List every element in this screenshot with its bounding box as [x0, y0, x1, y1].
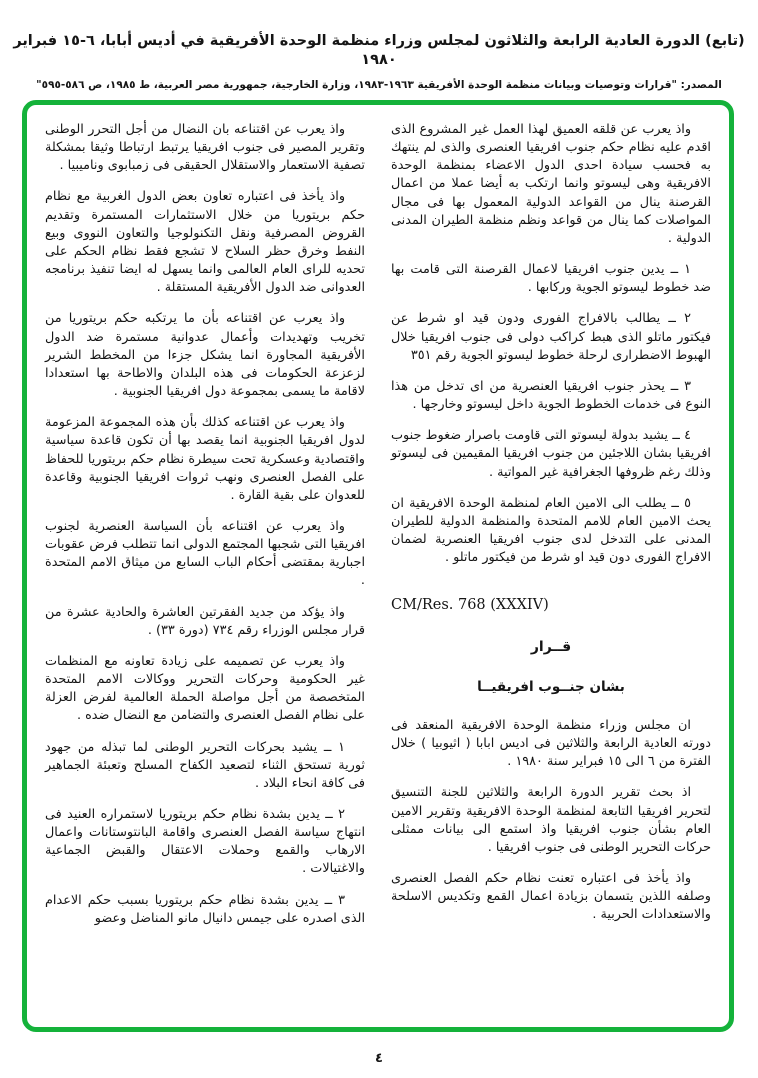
operative-item-4: ٤ ــ يشيد بدولة ليسوتو التى قاومت باصرار ضغوط جنوب افريقيا بشان اللاجئين من جنوب افريقيا المقيمين فى ليسوتو وذلك رغم ظروفها الجغرافية غير المواتية . — [391, 428, 711, 480]
operative-item-1-left: ١ ــ يشيد بحركات التحرير الوطنى لما تبذله من جهود ثورية تستحق الثناء لتصعيد الكفاح المسلح وتعبئة الجماهير فى كافة انحاء البلاد . — [45, 739, 365, 791]
operative-item-3: ٣ ــ يحذر جنوب افريقيا العنصرية من اى تدخل من هذا النوع فى خدمات الخطوط الجوية داخل ليسوتو وخارجها . — [391, 378, 711, 413]
paragraph-considering-regime: واذ يأخذ فى اعتباره تعنت نظام حكم الفصل العنصرى وصلفه اللذين يتسمان بزيادة اعمال القمع وتكديس الاسلحة والاستعدادات الحربية . — [391, 870, 711, 923]
operative-item-2: ٢ ــ يطالب بالافراج الفورى ودون قيد او شرط عن فيكتور ماتلو الذى هبط كراكب دولى فى جنوب افريقيا خلال الهبوط الاضطرارى لرحلة خطوط ليسوتو الجوية رقم ٣٥١ — [391, 311, 711, 363]
header-title: (تابع) الدورة العادية الرابعة والثلاثون لمجلس وزراء منظمة الوحدة الأفريقية في أديس أبابا، ٦-١٥ فبراير ١٩٨٠ — [13, 33, 745, 68]
header-source-line: المصدر: "قرارات وتوصيات وبيانات منظمة الوحدة الأفريقية ١٩٦٣-١٩٨٣، وزارة الخارجية، جمهورية مصر العربية، ط ١٩٨٥، ص ٥٨٦-٥٩٥" — [36, 78, 722, 91]
operative-item-5: ٥ ــ يطلب الى الامين العام لمنظمة الوحدة الافريقية ان يحث الامين العام للامم المتحدة والمنظمة الدولية للطيران المدنى على التدخل لدى جنوب افريقيا العنصرية لضمان الافراج الفورى دون قيد او شرط من فيكتور ماتلو . — [391, 495, 711, 566]
resolution-heading: قــرار — [530, 638, 572, 655]
paragraph-reaffirm-resolution-734: واذ يؤكد من جديد الفقرتين العاشرة والحادية عشرة من قرار مجلس الوزراء رقم ٧٣٤ (دورة ٣٣) . — [45, 604, 365, 638]
paragraph-ngo-cooperation: واذ يعرب عن تصميمه على زيادة تعاونه مع المنظمات غير الحكومية وحركات التحرير ووكالات الامم المتحدة المتخصصة من أجل مواصلة الحملة العالمية لفرض العزلة على نظام الفصل العنصرى والتضامن مع النضال ضده . — [45, 653, 365, 724]
paragraph-western-cooperation: واذ يأخذ فى اعتباره تعاون بعض الدول الغربية مع نظام حكم بريتوريا من خلال الاستثمارات المستمرة وتقديم القروض المصرفية ونقل التكنولوجيا والتعاون النووى وبيع النفط وخرق حظر السلاح لا تشجع فقط نظام الحكم على تحديه للراى العام العالمى وانما يسهل له ايضا تنفيذ برنامجه العدوانى ضد الدول الأفريقية المستقلة . — [45, 189, 365, 296]
resolution-subheading: بشان جنــوب افريقيــا — [477, 678, 625, 695]
resolution-code: CM/Res. 768 (XXXIV) — [391, 597, 549, 614]
paragraph-pretoria-aggression: واذ يعرب عن اقتناعه بأن ما يرتكبه حكم بريتوريا من تخريب وتهديدات وأعمال عدوانية مستمرة ضد الدول الأفريقية المجاورة انما يشكل جزءا من المخطط الشرير لزعزعة الحكومات فى هذه البلدان والاطاحة بها استعدادا لاقامة ما يسمى بمجموعة دول افريقيا الجنوبية . — [45, 311, 365, 400]
paragraph-constellation-scheme: واذ يعرب عن اقتناعه كذلك بأن هذه المجموعة المزعومة لدول افريقيا الجنوبية انما يقصد بها أن تكون قاعدة سياسية واقتصادية وعسكرية تحت سيطرة نظام حكم بريتوريا للحفاظ على الفصل العنصرى ونهب ثروات افريقيا الجنوبية وقاعدة للعدوان على بقية القارة . — [45, 415, 365, 503]
operative-item-1: ١ ــ يدين جنوب افريقيا لاعمال القرصنة التى قامت بها ضد خطوط ليسوتو الجوية وركابها . — [391, 262, 711, 296]
paragraph-report-review: اذ بحث تقرير الدورة الرابعة والثلاثين للجنة التنسيق لتحرير افريقيا التابعة لمنظمة الوحدة الافريقية وتقرير الامين العام بشأن جنوب افريقيا واذ استمع الى بيانات ممثلى حركات التحرير الوطنى فى جنوب افريقيا . — [391, 785, 711, 855]
page-header — [0, 0, 758, 91]
operative-item-2-left: ٢ ــ يدين بشدة نظام حكم بريتوريا لاستمراره العنيد فى انتهاج سياسة الفصل العنصرى واقامة البانتوستانات واعمال الارهاب والقمع وحملات الاعتقال والقبض الجماعية والاغتيالات . — [45, 807, 365, 877]
paragraph-council-session: ان مجلس وزراء منظمة الوحدة الافريقية المنعقد فى دورته العادية الرابعة والثلاثين فى اديس ابابا ( اثيوبيا ) خلال الفترة من ٦ الى ١٥ فبراير سنة ١٩٨٠ . — [391, 717, 711, 770]
paragraph-preamble: واذ يعرب عن قلقه العميق لهذا العمل غير المشروع الذى اقدم عليه نظام حكم جنوب افريقيا العنصرى والذى لم ينتهك به فحسب سيادة احدى الدول الاعضاء بمنظمة الوحدة الافريقية وهى ليسوتو وانما ارتكب به أيضا عملا من اعمال القرصنة ينال من القواعد الدولية المعمول بها فى مجال المواصلات كما ينال من قواعد ونظم منظمة الطيران المدنى الدولية . — [391, 122, 711, 246]
green-border-frame — [22, 100, 734, 1032]
column-left — [45, 121, 365, 1019]
paragraph-mandatory-sanctions: واذ يعرب عن اقتناعه بأن السياسة العنصرية لجنوب افريقيا التى شجبها المجتمع الدولى انما تتطلب فرض عقوبات اجبارية بمقتضى أحكام الباب السابع من ميثاق الامم المتحدة . — [45, 518, 365, 589]
paragraph-conviction-liberation: واذ يعرب عن اقتناعه بان النضال من أجل التحرر الوطنى وتقرير المصير فى جنوب افريقيا يرتبط ارتباطا وثيقا بمشكلة تصفية الاستعمار والاستقلال الحقيقى فى زمبابوى وناميبيا . — [45, 122, 365, 174]
page-number: ٤ — [375, 1051, 383, 1066]
operative-item-3-left: ٣ ــ يدين بشدة نظام حكم بريتوريا بسبب حكم الاعدام الذى اصدره على جيمس دانيال مانو المناضل وعضو — [45, 892, 365, 926]
column-right — [391, 121, 711, 1019]
